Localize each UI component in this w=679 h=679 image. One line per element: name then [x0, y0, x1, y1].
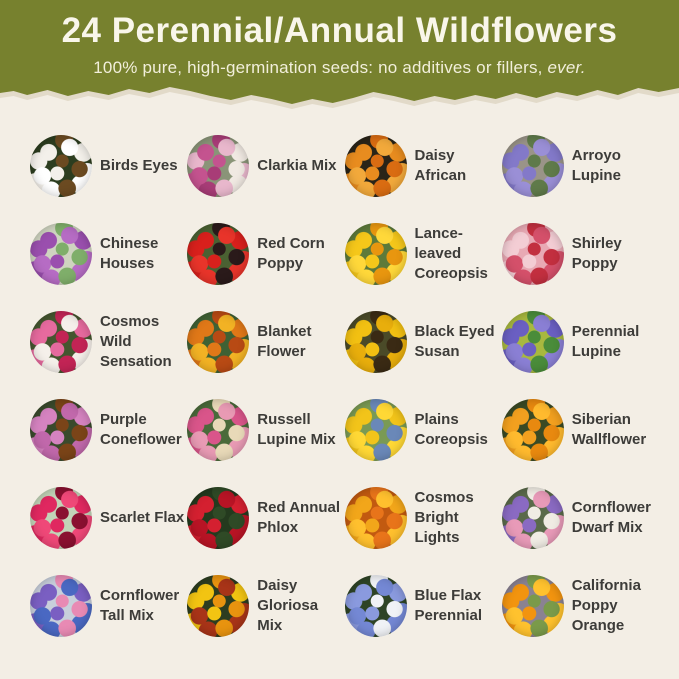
flower-item: [30, 474, 187, 562]
flower-label: Daisy African: [414, 146, 467, 184]
flower-photo: [502, 311, 564, 373]
flower-item: [345, 210, 502, 298]
flower-photo: [502, 575, 564, 637]
flower-label: Cornflower Dwarf Mix: [571, 498, 651, 536]
flower-item: [345, 122, 502, 210]
flower-label: Purple Coneflower: [100, 410, 182, 448]
flower-item: [187, 474, 344, 562]
flower-label: Birds Eyes: [100, 156, 178, 174]
flower-item: [502, 386, 659, 474]
flower-item: [502, 298, 659, 386]
flower-photo: [187, 575, 249, 637]
flower-grid: [0, 118, 679, 650]
flower-photo: [502, 487, 564, 549]
flower-label: Blanket Flower: [257, 322, 312, 360]
flower-photo: [30, 399, 92, 461]
flower-label: Siberian Wallflower: [571, 410, 647, 448]
flower-label: Cornflower Tall Mix: [100, 586, 180, 624]
flower-item: [187, 298, 344, 386]
flower-photo: [187, 399, 249, 461]
flower-photo: [345, 311, 407, 373]
flower-label: Scarlet Flax: [100, 508, 185, 526]
flower-item: [502, 474, 659, 562]
flower-photo: [345, 575, 407, 637]
flower-photo: [502, 135, 564, 197]
flower-photo: [345, 223, 407, 285]
flower-item: [187, 562, 344, 650]
flower-item: [345, 298, 502, 386]
flower-label: Daisy Gloriosa Mix: [257, 576, 319, 635]
flower-label: Arroyo Lupine: [571, 146, 621, 184]
flower-photo: [345, 135, 407, 197]
flower-label: Lance-leaved Coreopsis: [414, 224, 488, 283]
flower-label: Red Annual Phlox: [257, 498, 341, 536]
flower-item: [502, 122, 659, 210]
flower-item: [502, 210, 659, 298]
flower-item: [30, 298, 187, 386]
flower-item: [30, 210, 187, 298]
flower-label: Blue Flax Perennial: [414, 586, 483, 624]
flower-item: [30, 122, 187, 210]
flower-label: Cosmos Bright Lights: [414, 488, 474, 547]
flower-label: Cosmos Wild Sensation: [100, 312, 172, 371]
flower-item: [30, 386, 187, 474]
flower-photo: [502, 399, 564, 461]
flower-photo: [345, 487, 407, 549]
page-subtitle: [0, 58, 679, 78]
flower-photo: [502, 223, 564, 285]
flower-item: [345, 386, 502, 474]
flower-photo: [30, 575, 92, 637]
flower-label: California Poppy Orange: [571, 576, 641, 635]
subtitle-text: 100% pure, high-germination seeds: no additives or fillers,: [93, 57, 548, 77]
flower-photo: [187, 135, 249, 197]
flower-label: Perennial Lupine: [571, 322, 640, 360]
flower-label: Shirley Poppy: [571, 234, 622, 272]
header-banner: [0, 0, 679, 118]
flower-photo: [187, 487, 249, 549]
flower-photo: [187, 223, 249, 285]
flower-label: Black Eyed Susan: [414, 322, 495, 360]
flower-label: Clarkia Mix: [257, 156, 337, 174]
flower-item: [345, 562, 502, 650]
flower-photo: [187, 311, 249, 373]
flower-item: [187, 122, 344, 210]
flower-photo: [345, 399, 407, 461]
flower-item: [502, 562, 659, 650]
flower-item: [30, 562, 187, 650]
flower-item: [187, 386, 344, 474]
flower-label: Russell Lupine Mix: [257, 410, 336, 448]
subtitle-emphasis: ever.: [547, 57, 586, 77]
flower-photo: [30, 311, 92, 373]
flower-item: [345, 474, 502, 562]
flower-photo: [30, 487, 92, 549]
flower-label: Chinese Houses: [100, 234, 159, 272]
flower-label: Plains Coreopsis: [414, 410, 488, 448]
flower-label: Red Corn Poppy: [257, 234, 325, 272]
flower-photo: [30, 223, 92, 285]
page-title: 24 Perennial/Annual Wildflowers: [61, 11, 618, 50]
flower-photo: [30, 135, 92, 197]
flower-item: [187, 210, 344, 298]
